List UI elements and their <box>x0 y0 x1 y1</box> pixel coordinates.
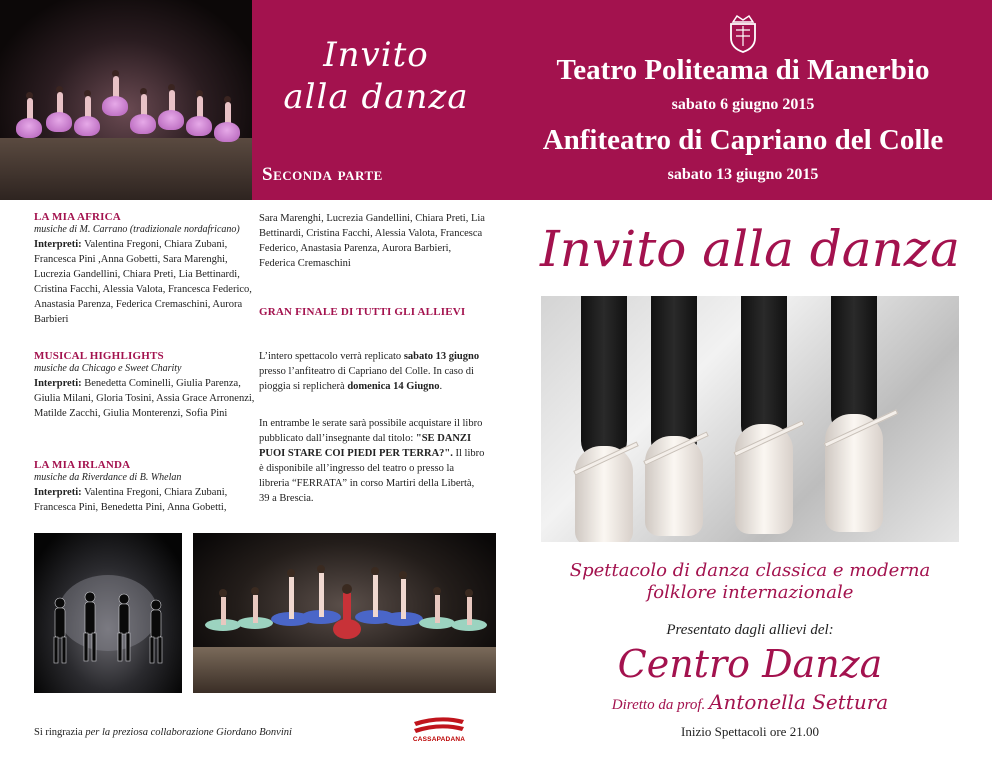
diretto-text <box>520 690 980 714</box>
date-2: sabato 13 giugno 2015 <box>667 166 819 183</box>
section-music: musiche da Chicago e Sweet Charity <box>34 363 182 374</box>
spettacolo-subtitle <box>520 560 980 604</box>
sponsor-name: CASSAPADANA <box>412 736 466 743</box>
tutu <box>74 116 100 136</box>
venue-2: Anfiteatro di Capriano del Colle <box>542 124 944 156</box>
invito-title-large: Invito alla danza <box>540 220 960 278</box>
venue-1: Teatro Politeama di Manerbio <box>556 54 930 86</box>
invito-line2: alla danza <box>283 77 469 117</box>
start-time: Inizio Spettacoli ore 21.00 <box>681 724 819 739</box>
stage-floor <box>0 138 252 200</box>
diretto-prefix: Diretto da prof. <box>611 697 706 713</box>
crest-icon <box>725 14 761 54</box>
ballet-group-photo <box>193 533 496 693</box>
ballet-dancers <box>193 533 496 693</box>
tutu <box>214 122 240 142</box>
ballerinas-photo <box>0 0 252 200</box>
seconda-parte-heading: Seconda parte <box>262 164 383 185</box>
presentato-text: Presentato dagli allievi del: <box>666 622 834 638</box>
section-africa <box>34 211 256 327</box>
invito-line1: Invito <box>323 35 429 75</box>
pointe-shoes-photo <box>541 296 959 542</box>
section-performers: Interpreti: Benedetta Cominelli, Giulia Parenza, Giulia Milani, Gloria Tosini, Assia Grace Arronenzi, Matilde Zacchi, Giulia Monterenzi, Sofia Pini <box>34 378 255 419</box>
section-title: LA MIA AFRICA <box>34 211 121 223</box>
tutu <box>158 110 184 130</box>
section-title: MUSICAL HIGHLIGHTS <box>34 350 164 362</box>
spettacolo-line1: Spettacolo di danza classica e moderna <box>569 560 931 581</box>
leg <box>581 296 627 461</box>
tutu <box>16 118 42 138</box>
director-name: Antonella Settura <box>709 690 889 714</box>
section-musical <box>34 350 256 421</box>
spettacolo-line2: folklore internazionale <box>646 582 854 603</box>
info-paragraph-2: In entrambe le serate sarà possibile acquistare il libro pubblicato dall’insegnante dal titolo: "SE DANZI PUOI STARE COI PIEDI PER TERRA?". Il libro è disponibile all’ingresso del teatro o presso la libreria “FERRATA” in corso Martiri della Libertà, 39 a Brescia. <box>259 418 485 504</box>
invito-title-small <box>266 34 486 118</box>
dancers-silhouettes <box>34 533 182 693</box>
info-paragraph-1: L’intero spettacolo verrà replicato sabato 13 giugno presso l’anfiteatro di Capriano del Colle. In caso di pioggia si replicherà domenica 14 Giugno. <box>259 351 480 392</box>
finale-title: GRAN FINALE DI TUTTI GLI ALLIEVI <box>259 306 466 318</box>
section-performers: Interpreti: Valentina Fregoni, Chiara Zubani, Francesca Pini ,Anna Gobetti, Sara Marenghi, Lucrezia Gandellini, Chiara Preti, Lia Bettinardi, Cristina Facchi, Alessia Valota, Francesca Federico, Anastasia Parenza, Federica Cremaschini, Aurora Barbieri <box>34 239 252 325</box>
modern-dance-photo <box>34 533 182 693</box>
section-title: LA MIA IRLANDA <box>34 459 131 471</box>
tutu <box>46 112 72 132</box>
irlanda-continued: Sara Marenghi, Lucrezia Gandellini, Chiara Preti, Lia Bettinardi, Cristina Facchi, Alessia Valota, Francesca Federico, Anastasia Parenza, Aurora Barbieri, Federica Cremaschini <box>259 213 485 269</box>
section-music: musiche di M. Carrano (tradizionale nordafricano) <box>34 224 240 235</box>
section-music: musiche da Riverdance di B. Whelan <box>34 472 182 483</box>
section-performers: Interpreti: Valentina Fregoni, Chiara Zubani, Francesca Pini, Benedetta Pini, Anna Gobetti, <box>34 487 228 513</box>
tutu <box>186 116 212 136</box>
tutu <box>130 114 156 134</box>
centro-danza-title: Centro Danza <box>617 642 883 686</box>
section-irlanda <box>34 459 256 515</box>
thanks-text: Si ringrazia per la preziosa collaborazione Giordano Bonvini <box>34 727 292 738</box>
tutu <box>102 96 128 116</box>
date-1: sabato 6 giugno 2015 <box>671 96 815 113</box>
